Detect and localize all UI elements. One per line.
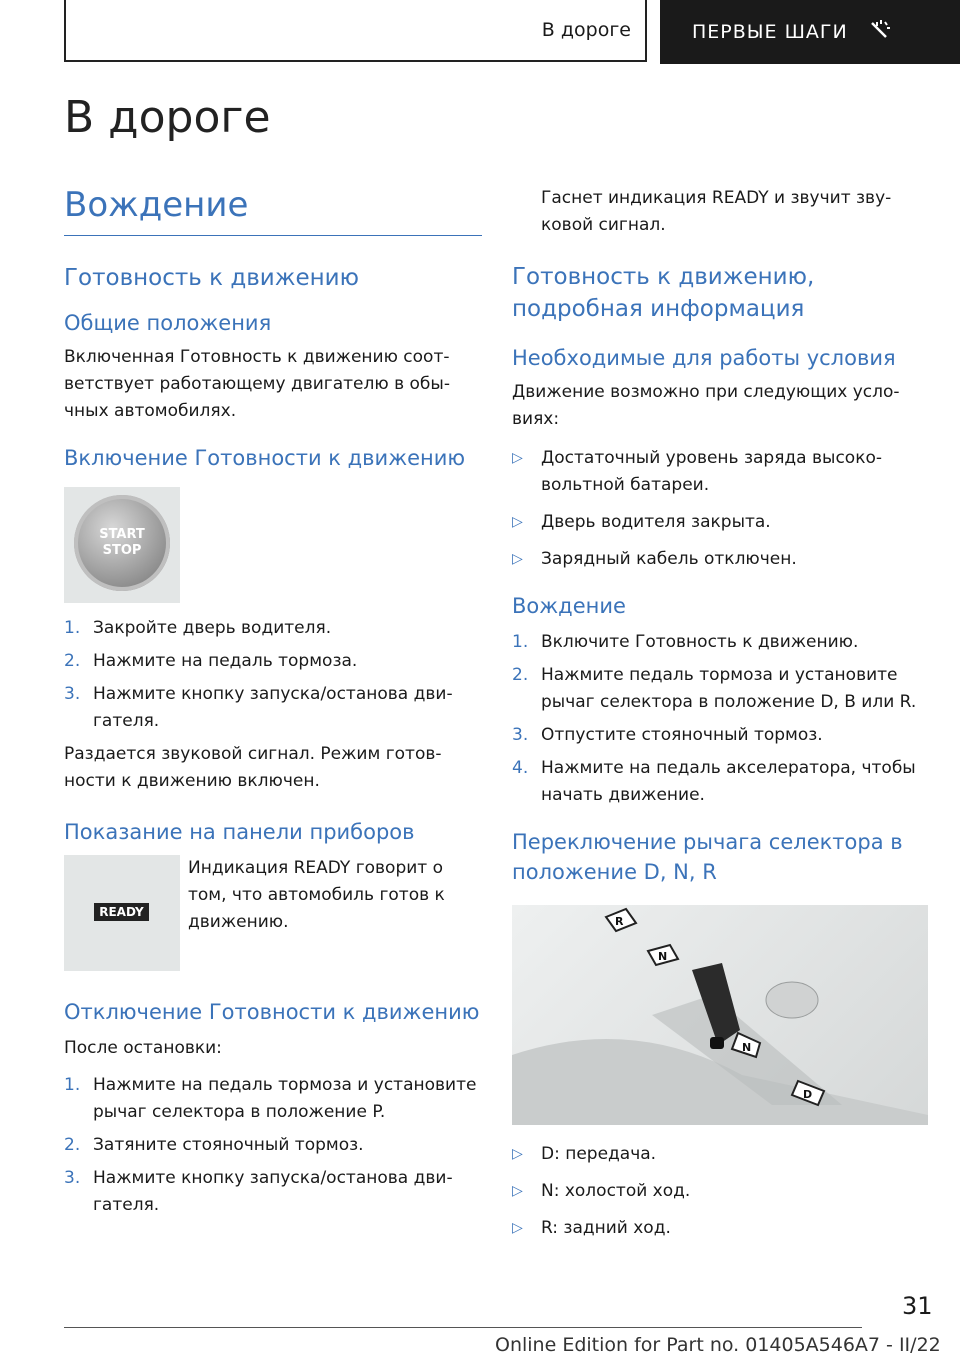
section-title: Вождение (64, 185, 482, 236)
selector-label-n-bottom: N (742, 1041, 752, 1054)
heading-general: Общие положения (64, 311, 272, 335)
list-item: ▷ Достаточный уровень заряда высоковольтной батареи. (512, 445, 932, 499)
start-stop-button-icon (74, 495, 170, 591)
list-item: 1. Включите Готовность к движению. (512, 632, 859, 652)
header-chapter-label: ПЕРВЫЕ ШАГИ (692, 21, 848, 43)
paragraph-display: Индикация READY говорит о том, что автомобиль готов к движению. (188, 858, 445, 932)
selector-label-r: R (615, 915, 624, 928)
list-item: 3. Отпустите стояночный тормоз. (512, 725, 823, 745)
paragraph-off-result: Гаснет индикация READY и звучит звуковой сигнал. (541, 188, 892, 235)
left-column (64, 185, 482, 1225)
start-label: START (99, 527, 145, 542)
list-item: ▷ Зарядный кабель отключен. (512, 546, 932, 573)
triangle-bullet-icon: ▷ (512, 450, 523, 466)
positions-list (512, 1141, 932, 1242)
list-item: 3. Нажмите кнопку запуска/останова двигателя. (64, 1168, 453, 1215)
running-header-section (64, 0, 647, 62)
list-item: 2. Нажмите педаль тормоза и установите рычаг селектора в положение D, B или R. (512, 665, 917, 712)
gear-selector-illustration (512, 905, 928, 1125)
wand-icon (868, 19, 890, 46)
paragraph-general: Включенная Готовность к движению соответствует работающему двигателю в обычных автомобилях. (64, 347, 450, 421)
list-item: 1. Нажмите на педаль тормоза и установите рычаг селектора в положение P. (64, 1075, 477, 1122)
heading-details: Готовность к движению, подробная информация (512, 264, 815, 322)
list-item: 2. Нажмите на педаль тормоза. (64, 651, 358, 671)
heading-switch-on: Включение Готовности к движению (64, 446, 466, 470)
heading-display: Показание на панели приборов (64, 820, 415, 844)
page-number: 31 (902, 1292, 933, 1320)
triangle-bullet-icon: ▷ (512, 551, 523, 567)
selector-label-d: D (803, 1088, 813, 1101)
start-stop-button-image (64, 487, 180, 603)
steps-driving (512, 629, 932, 809)
header-section-label: В дороге (541, 19, 631, 41)
page-title: В дороге (64, 92, 271, 143)
running-header-chapter (660, 0, 960, 64)
display-block (64, 855, 482, 971)
list-item: 2. Затяните стояночный тормоз. (64, 1135, 364, 1155)
heading-selector: Переключение рычага селектора в положение D, N, R (512, 830, 903, 884)
list-item: 1. Закройте дверь водителя. (64, 618, 332, 638)
heading-driving: Вождение (512, 594, 626, 618)
heading-readiness: Готовность к движению (64, 265, 359, 291)
list-item: 3. Нажмите кнопку запуска/останова двигателя. (64, 684, 453, 731)
paragraph-on-result: Раздается звуковой сигнал. Режим готовности к движению включен. (64, 744, 442, 791)
triangle-bullet-icon: ▷ (512, 1146, 523, 1162)
triangle-bullet-icon: ▷ (512, 1183, 523, 1199)
conditions-list (512, 445, 932, 573)
triangle-bullet-icon: ▷ (512, 1220, 523, 1236)
list-item: ▷ Дверь водителя закрыта. (512, 509, 932, 536)
ready-badge: READY (94, 903, 149, 921)
ready-indicator-image (64, 855, 180, 971)
list-item: ▷ N: холостой ход. (512, 1178, 932, 1205)
steps-switch-off (64, 1072, 482, 1219)
heading-switch-off: Отключение Готовности к движению (64, 1000, 480, 1024)
paragraph-conditions: Движение возможно при следующих условиях: (512, 382, 900, 429)
gear-selector-image (512, 905, 928, 1125)
selector-label-n-top: N (658, 950, 668, 963)
footer-edition: Online Edition for Part no. 01405A546A7 - II/22 (495, 1334, 941, 1356)
triangle-bullet-icon: ▷ (512, 514, 523, 530)
heading-conditions: Необходимые для работы условия (512, 346, 896, 370)
right-column (512, 185, 932, 1252)
stop-label: STOP (102, 543, 142, 558)
list-item: ▷ R: задний ход. (512, 1215, 932, 1242)
list-item: ▷ D: передача. (512, 1141, 932, 1168)
footer-divider (64, 1327, 862, 1328)
steps-switch-on (64, 615, 482, 735)
paragraph-after-stop: После остановки: (64, 1038, 222, 1058)
list-item: 4. Нажмите на педаль акселератора, чтобы начать движение. (512, 758, 916, 805)
